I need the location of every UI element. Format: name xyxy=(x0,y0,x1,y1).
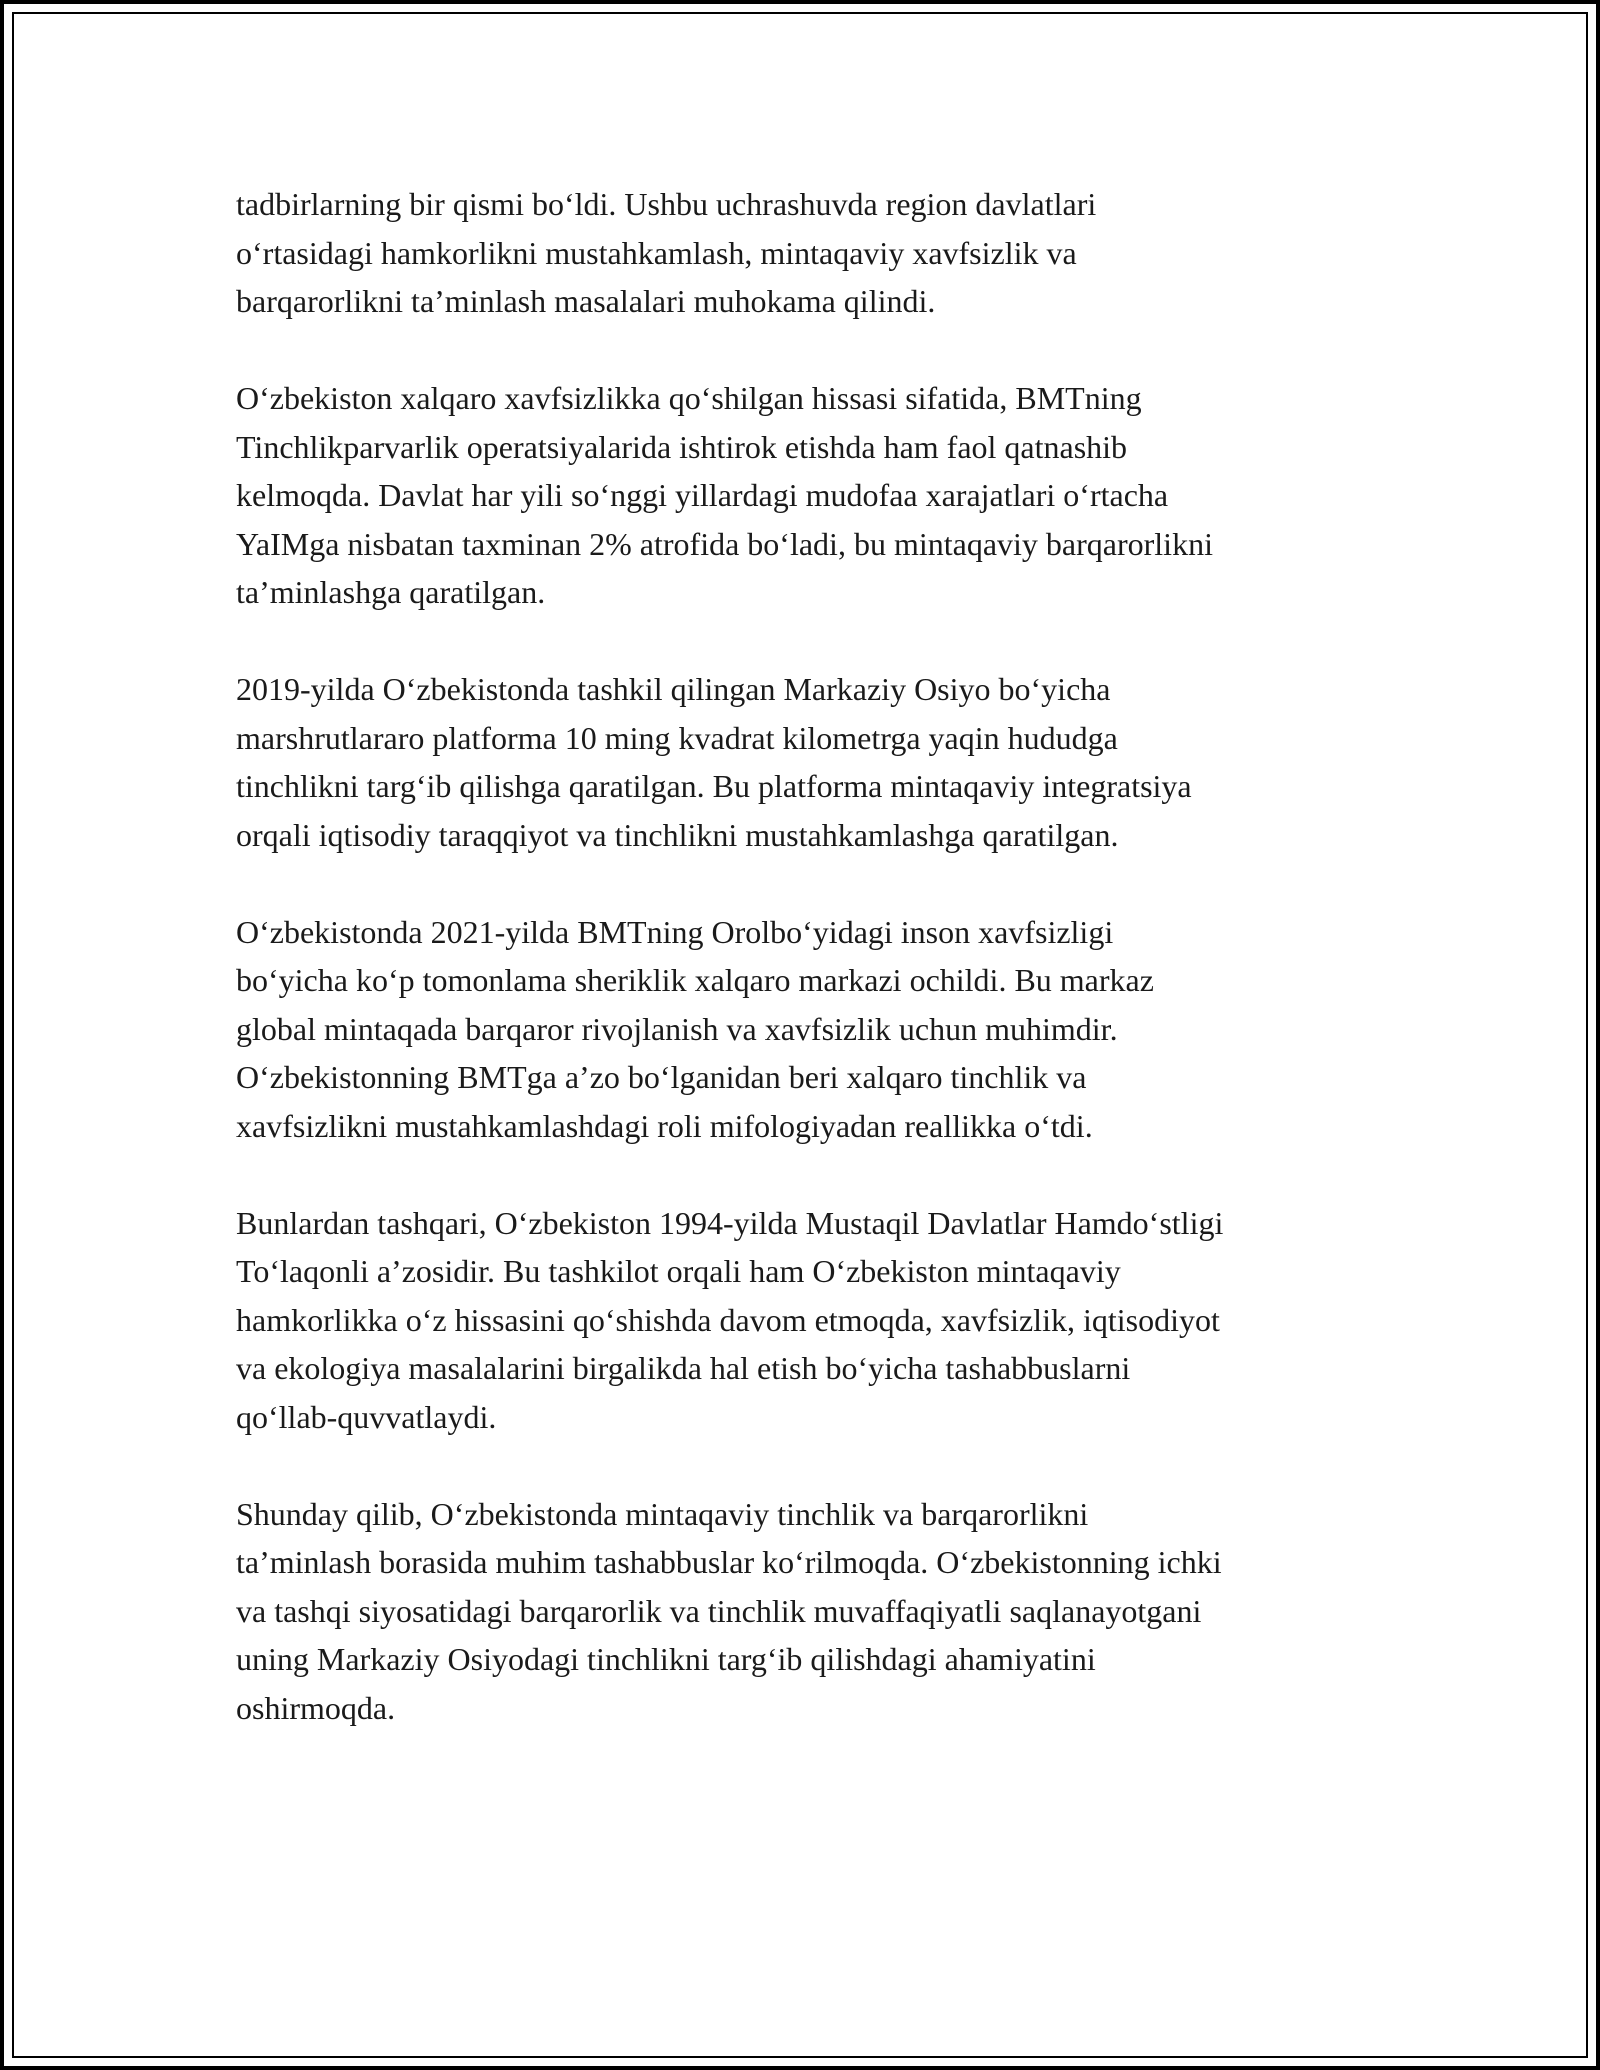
text-line: Bunlardan tashqari, O‘zbekiston 1994-yilda Mustaqil Davlatlar Hamdo‘stligi xyxy=(236,1204,1224,1241)
text-line: Shunday qilib, O‘zbekistonda mintaqaviy tinchlik va barqarorlikni xyxy=(236,1495,1089,1532)
text-line: ta’minlashga qaratilgan. xyxy=(236,574,546,610)
text-line: global mintaqada barqaror rivojlanish va xavfsizlik uchun muhimdir. xyxy=(236,1010,1118,1047)
paragraph-6 xyxy=(236,1490,1376,1733)
text-line: To‘laqonli a’zosidir. Bu tashkilot orqali ham O‘zbekiston mintaqaviy xyxy=(236,1253,1121,1289)
text-line: qo‘llab-quvvatlaydi. xyxy=(236,1398,497,1435)
paragraph-1 xyxy=(236,180,1376,326)
paragraph-5 xyxy=(236,1199,1376,1442)
text-line: ta’minlash borasida muhim tashabbuslar ko‘rilmoqda. O‘zbekistonning ichki xyxy=(236,1544,1222,1580)
text-line: tadbirlarning bir qismi bo‘ldi. Ushbu uchrashuvda region davlatlari xyxy=(236,186,1097,222)
text-line: kelmoqda. Davlat har yili so‘nggi yillardagi mudofaa xarajatlari o‘rtacha xyxy=(236,477,1169,513)
text-line: uning Markaziy Osiyodagi tinchlikni targ‘ib qilishdagi ahamiyatini xyxy=(236,1641,1096,1677)
text-line: O‘zbekistonda 2021-yilda BMTning Orolbo‘yidagi inson xavfsizligi xyxy=(236,913,1114,950)
text-line: marshrutlararo platforma 10 ming kvadrat kilometrga yaqin hududga xyxy=(236,719,1118,756)
text-line: oshirmoqda. xyxy=(236,1689,396,1726)
document-body xyxy=(236,180,1376,1781)
text-line: xavfsizlikni mustahkamlashdagi roli mifologiyadan reallikka o‘tdi. xyxy=(236,1107,1093,1144)
text-line: orqali iqtisodiy taraqqiyot va tinchlikni mustahkamlashga qaratilgan. xyxy=(236,816,1119,853)
paragraph-3 xyxy=(236,665,1376,859)
text-line: va tashqi siyosatidagi barqarorlik va tinchlik muvaffaqiyatli saqlanayotgani xyxy=(236,1592,1202,1629)
text-line: Tinchlikparvarlik operatsiyalarida ishtirok etishda ham faol qatnashib xyxy=(236,428,1128,465)
text-line: va ekologiya masalalarini birgalikda hal etish bo‘yicha tashabbuslarni xyxy=(236,1350,1131,1386)
text-line: tinchlikni targ‘ib qilishga qaratilgan. Bu platforma mintaqaviy integratsiya xyxy=(236,768,1192,804)
text-line: barqarorlikni ta’minlash masalalari muhokama qilindi. xyxy=(236,283,936,319)
text-line: bo‘yicha ko‘p tomonlama sheriklik xalqaro markazi ochildi. Bu markaz xyxy=(236,962,1154,998)
text-line: O‘zbekistonning BMTga a’zo bo‘lganidan beri xalqaro tinchlik va xyxy=(236,1059,1087,1095)
text-line: hamkorlikka o‘z hissasini qo‘shishda davom etmoqda, xavfsizlik, iqtisodiyot xyxy=(236,1301,1220,1338)
paragraph-2 xyxy=(236,374,1376,617)
text-line: O‘zbekiston xalqaro xavfsizlikka qo‘shilgan hissasi sifatida, BMTning xyxy=(236,380,1142,416)
paragraph-4 xyxy=(236,908,1376,1151)
text-line: 2019-yilda O‘zbekistonda tashkil qilingan Markaziy Osiyo bo‘yicha xyxy=(236,671,1111,707)
text-line: o‘rtasidagi hamkorlikni mustahkamlash, mintaqaviy xavfsizlik va xyxy=(236,234,1077,271)
text-line: YaIMga nisbatan taxminan 2% atrofida bo‘ladi, bu mintaqaviy barqarorlikni xyxy=(236,525,1213,562)
